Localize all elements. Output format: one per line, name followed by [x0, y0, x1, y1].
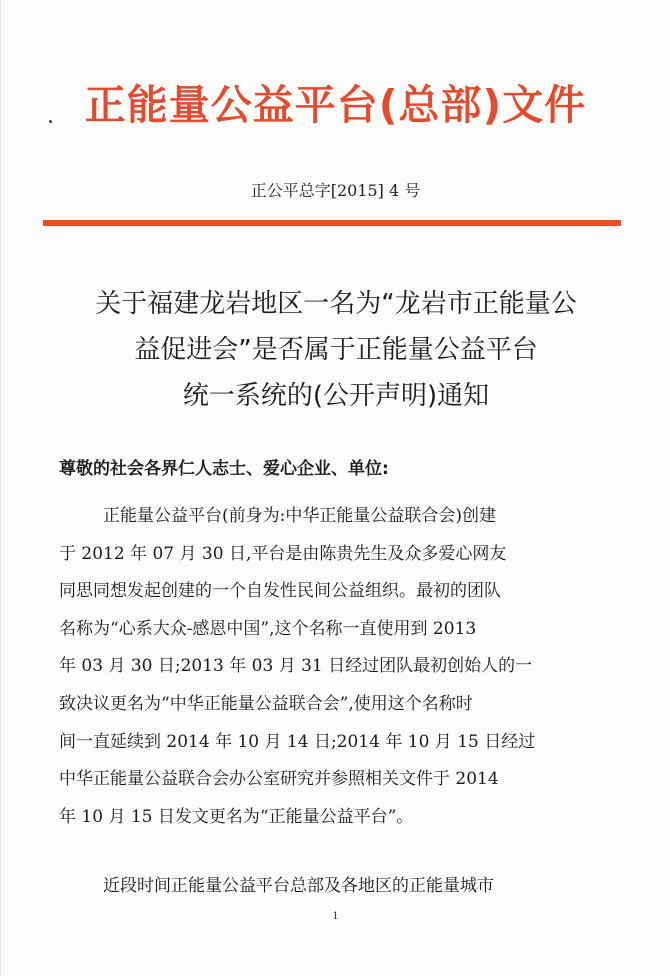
body-paragraph-1 [59, 498, 619, 836]
notice-title-line: 统一系统的(公开声明)通知 [182, 381, 490, 411]
paragraph-line: 同思同想发起创建的一个自发性民间公益组织。最初的团队 [59, 581, 501, 602]
paragraph-line: 正能量公益平台(前身为:中华正能量公益联合会)创建 [103, 506, 496, 526]
page-number: 1 [332, 911, 339, 922]
red-divider-line [43, 220, 621, 226]
paragraph-line: 年 10 月 15 日发文更名为“正能量公益平台”。 [59, 806, 414, 827]
document-number: 正公平总字[2015] 4 号 [250, 181, 421, 200]
salutation: 尊敬的社会各界仁人志士、爱心企业、单位: [59, 459, 389, 479]
organization-title: 正能量公益平台(总部)文件 [84, 81, 587, 129]
notice-title-line: 益促进会”是否属于正能量公益平台 [134, 335, 538, 365]
paragraph-line: 间一直延续到 2014 年 10 月 14 日;2014 年 10 月 15 日经过 [59, 731, 536, 752]
notice-title-line: 关于福建龙岩地区一名为“龙岩市正能量公 [95, 289, 577, 319]
notice-title [31, 281, 641, 419]
paragraph-line: 于 2012 年 07 月 30 日,平台是由陈贵先生及众多爱心网友 [59, 543, 507, 564]
paragraph-line: 中华正能量公益联合会办公室研究并参照相关文件于 2014 [59, 769, 499, 790]
paragraph-line: 年 03 月 30 日;2013 年 03 月 31 日经过团队最初创始人的一 [59, 656, 533, 677]
paragraph-line: 名称为“心系大众-感恩中国”,这个名称一直使用到 2013 [59, 618, 477, 639]
paragraph-line: 近段时间正能量公益平台总部及各地区的正能量城市 [103, 876, 494, 896]
paragraph-line: 致决议更名为“中华正能量公益联合会”,使用这个名称时 [59, 693, 473, 714]
body-paragraph-2 [59, 868, 619, 906]
